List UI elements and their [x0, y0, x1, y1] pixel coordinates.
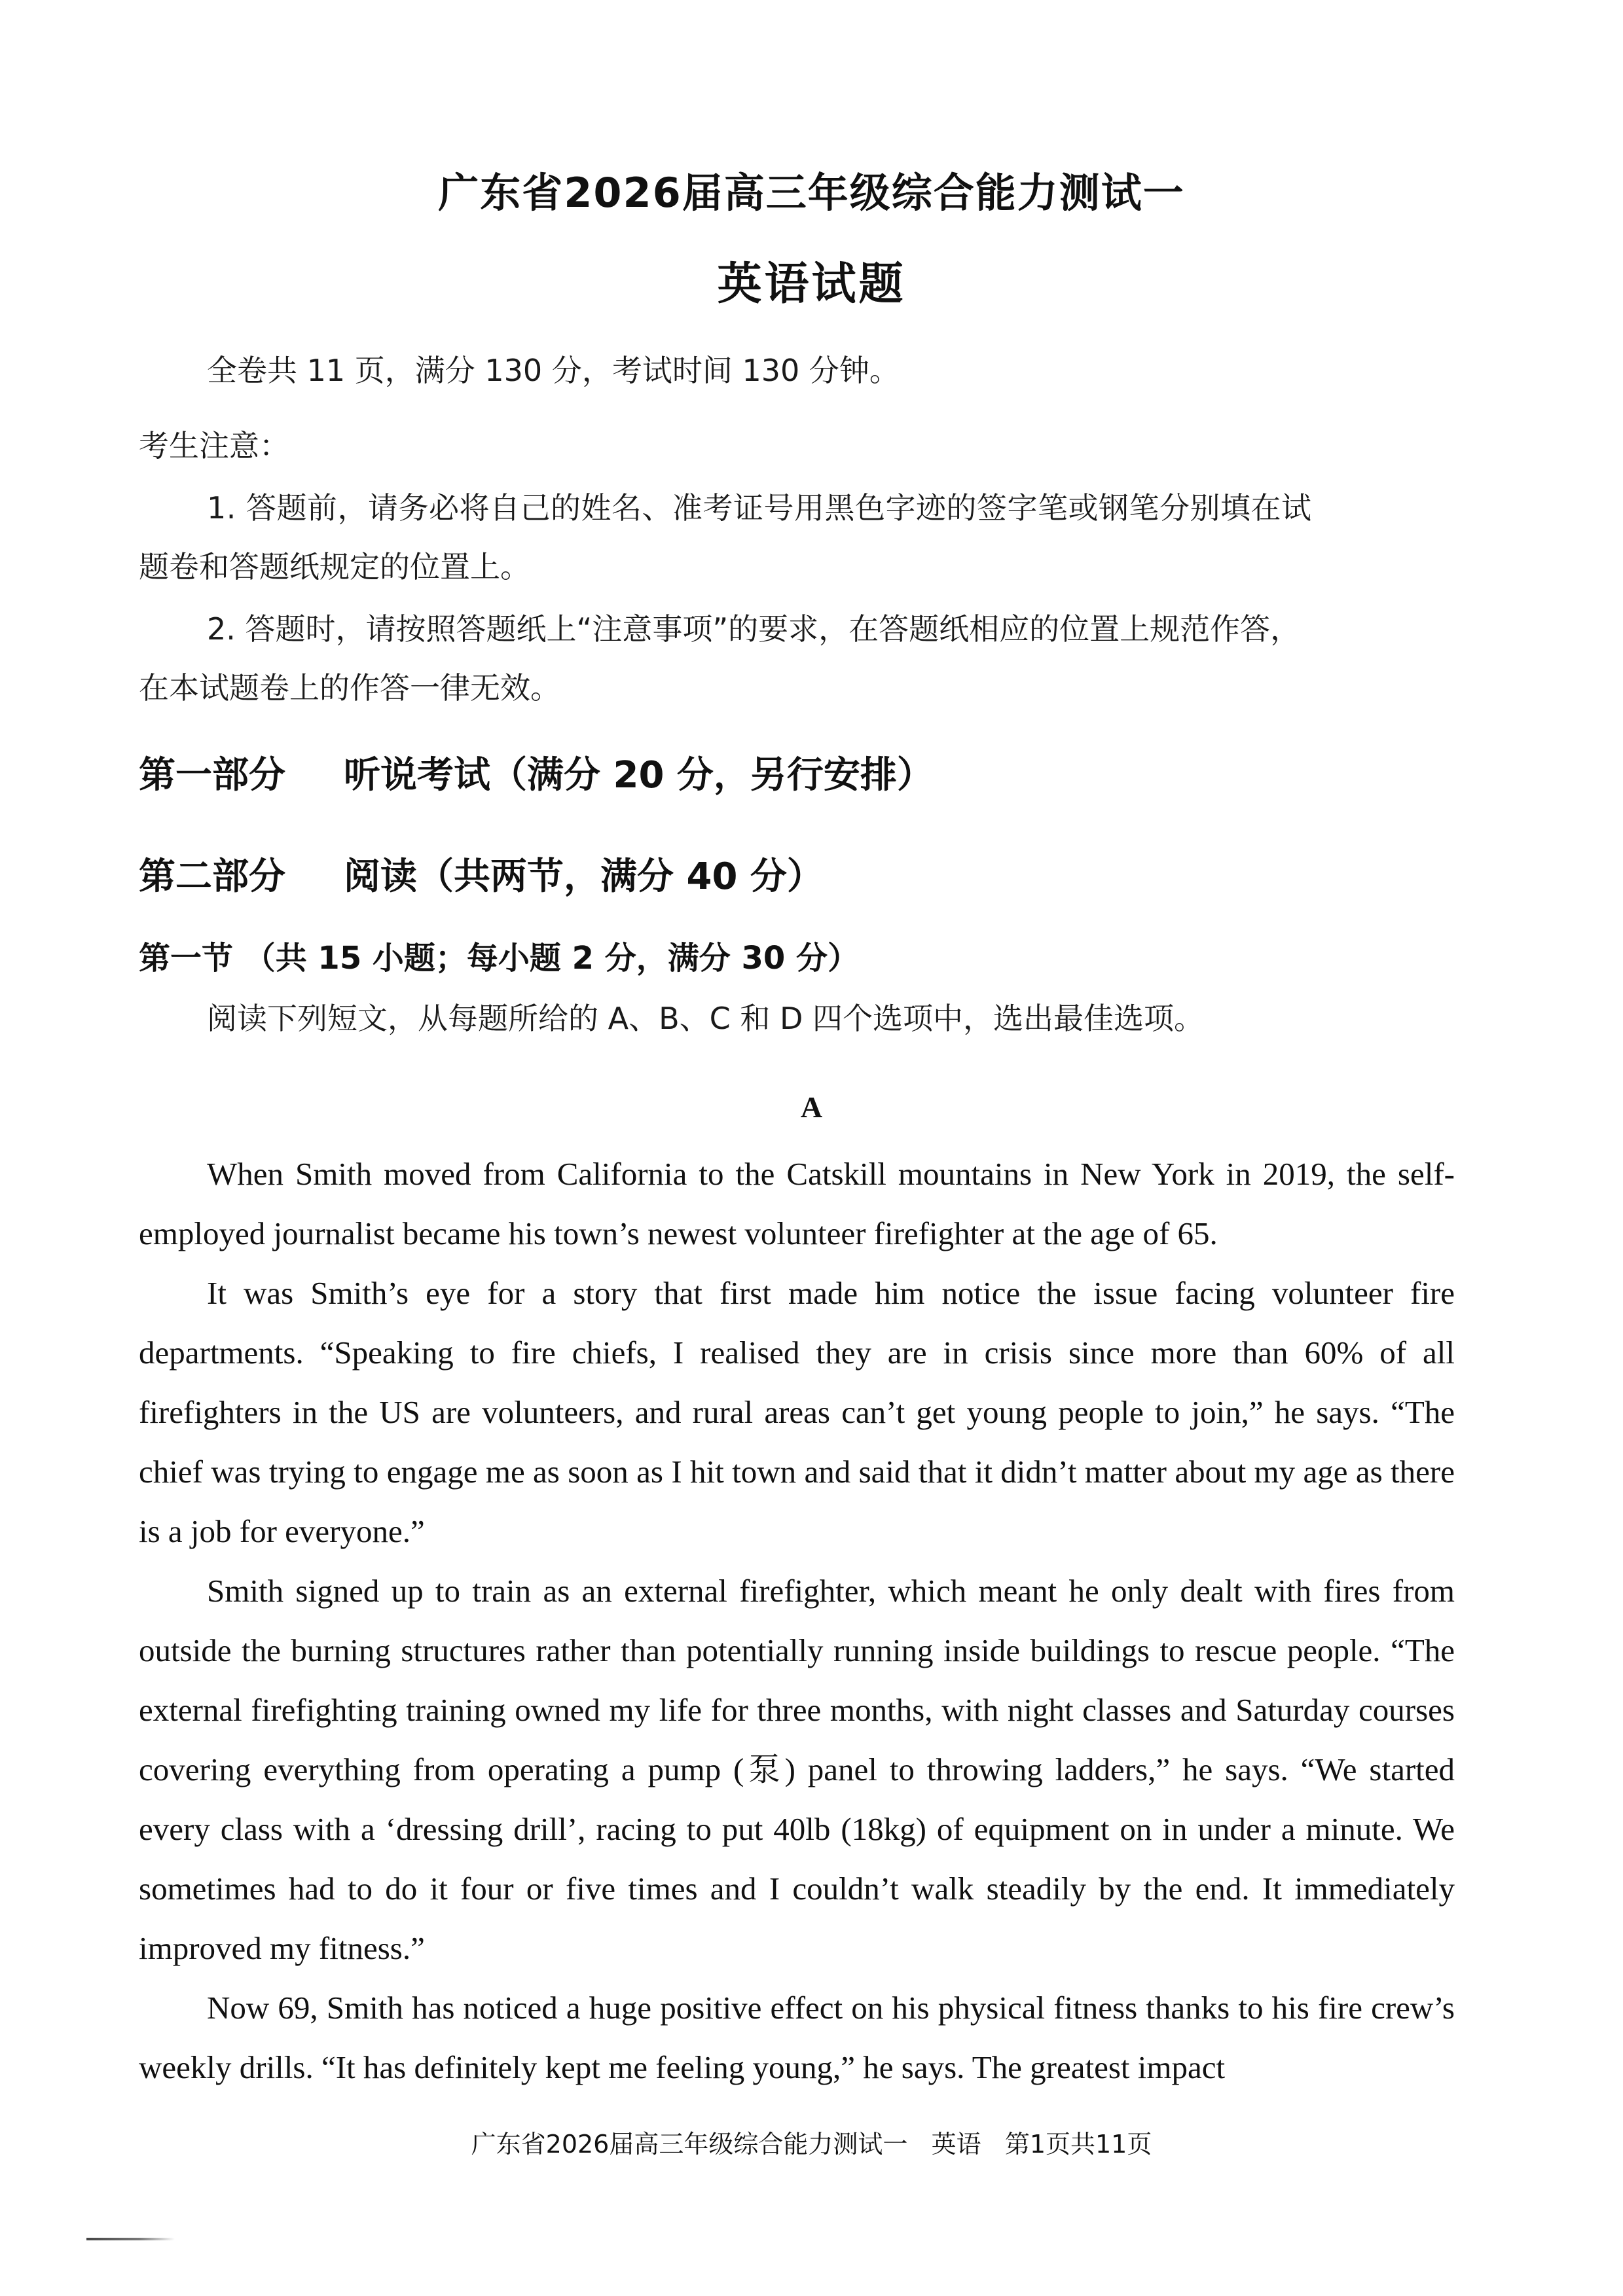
part-2-desc: 阅读（共两节，满分 40 分） — [344, 855, 824, 898]
notice-item-2-line1: 2. 答题时，请按照答题纸上“注意事项”的要求，在答题纸相应的位置上规范作答， — [207, 611, 1301, 647]
notice-item-1-line2: 题卷和答题纸规定的位置上。 — [139, 549, 530, 584]
notice-item-2-line2: 在本试题卷上的作答一律无效。 — [139, 670, 560, 706]
part-1-label: 第一部分 — [139, 754, 285, 797]
part-1-heading — [139, 746, 934, 798]
scan-edge-mark — [86, 2238, 175, 2240]
notice-heading: 考生注意： — [139, 428, 289, 463]
passage-paragraph: When Smith moved from California to the Catskill mountains in New York in 2019, the self-employed journalist became his town’s newest volunteer firefighter at the age of 65. — [139, 1156, 1455, 1251]
passage-label: A — [800, 1090, 823, 1124]
section-heading: 第一节 （共 15 小题；每小题 2 分，满分 30 分） — [139, 940, 859, 977]
passage-paragraph: Now 69, Smith has noticed a huge positive effect on his physical fitness thanks to his fire crew’s weekly drills. “It has definitely kept me feeling young,” he says. The greatest impact — [139, 1990, 1455, 2085]
part-2-heading — [139, 848, 824, 900]
part-2-label: 第二部分 — [139, 855, 285, 898]
exam-info: 全卷共 11 页，满分 130 分，考试时间 130 分钟。 — [207, 353, 900, 388]
notice-item-1-line1: 1. 答题前，请务必将自己的姓名、准考证号用黑色字迹的签字笔或钢笔分别填在试 — [207, 490, 1312, 526]
passage-paragraph: It was Smith’s eye for a story that first made him notice the issue facing volunteer fire departments. “Speaking to fire chiefs, I realised they are in crisis since more than 60% of all firefighters in the US are volunteers, and rural areas can’t get young people to join,” he says. “The chief was trying to engage me as soon as I hit town and said that it didn’t matter about my age as there is a job for everyone.” — [139, 1275, 1455, 1549]
section-instruction: 阅读下列短文，从每题所给的 A、B、C 和 D 四个选项中，选出最佳选项。 — [207, 1001, 1205, 1036]
passage-body — [139, 1144, 1455, 2097]
exam-title: 广东省2026届高三年级综合能力测试一 — [438, 169, 1185, 217]
part-1-desc: 听说考试（满分 20 分，另行安排） — [344, 754, 934, 797]
page-footer: 广东省2026届高三年级综合能力测试一 英语 第1页共11页 — [471, 2130, 1152, 2159]
exam-subtitle: 英语试题 — [717, 259, 906, 310]
passage-paragraph: Smith signed up to train as an external firefighter, which meant he only dealt with fires from outside the burning structures rather than potentially running inside buildings to rescue people. “The external firefighting training owned my life for three months, with night classes and Saturday courses covering everything from operating a pump (泵) panel to throwing ladders,” he says. “We started every class with a ‘dressing drill’, racing to put 40lb (18kg) of equipment on in under a minute. We sometimes had to do it four or five times and I couldn’t walk steadily by the end. It immediately improved my fitness.” — [139, 1573, 1455, 1966]
